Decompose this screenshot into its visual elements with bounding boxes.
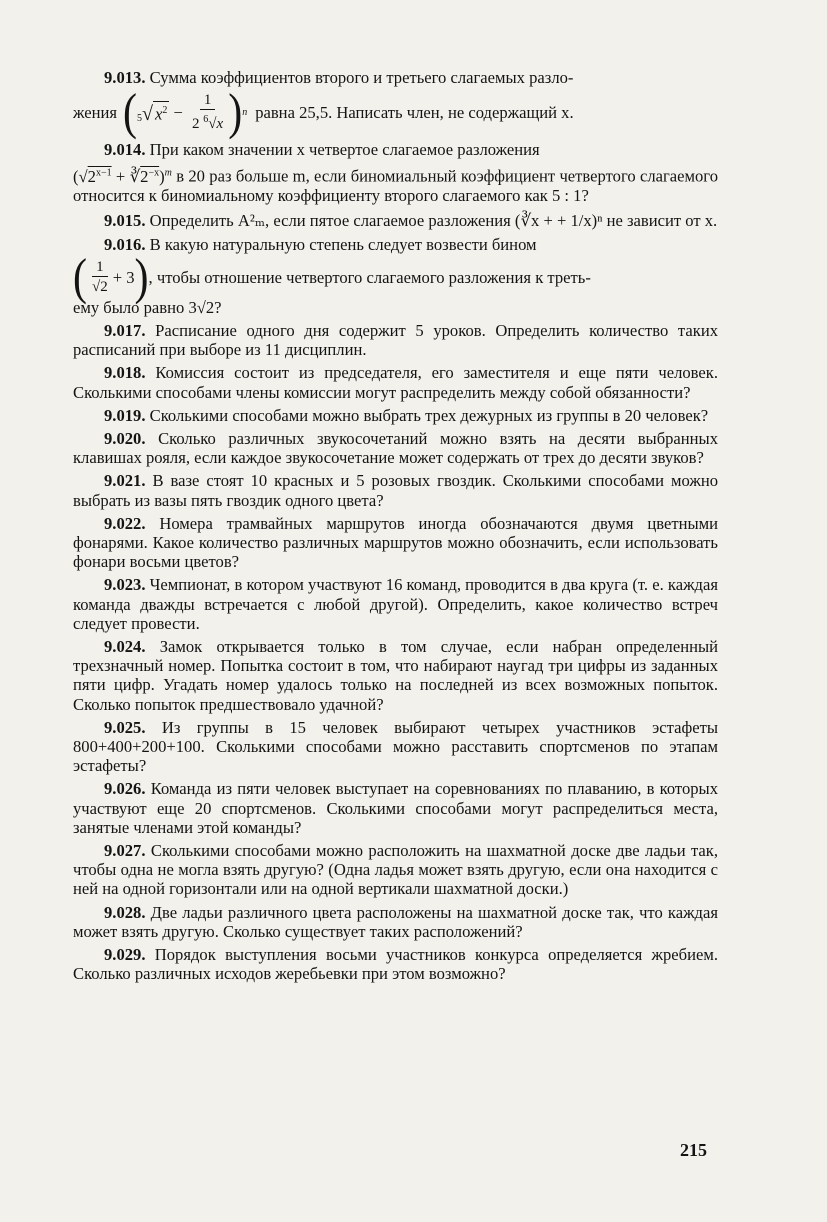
problem-number: 9.017.	[104, 320, 146, 340]
left-paren: (	[123, 85, 138, 141]
problem-9-015	[73, 211, 718, 230]
problem-text: Сколько различных звукосочетаний можно взять на десяти выбранных клавишах рояля, если каждое звукосочетание может содержать от трех до десяти звуков?	[73, 428, 719, 468]
formula-9-013: жения ( 5 √ $x^2$ − $\frac{1}{2 ^6√x}$ ) n равна 25,5. Написать член, не содержащий x.	[73, 85, 574, 141]
problem-number: 9.018.	[104, 363, 146, 383]
problem-text: Две ладьи различного цвета расположены на шахматной доске так, что каждая может взять другую. Сколько существует таких расположений?	[73, 902, 719, 941]
right-paren: )	[134, 250, 149, 306]
problem-9-021	[73, 471, 718, 509]
problem-9-025	[73, 718, 718, 776]
formula-9-016: ( $\frac{1}{√2}$ + 3 ) , чтобы отношение четвертого слагаемого разложения к треть-	[73, 250, 591, 306]
problem-number: 9.019.	[104, 405, 146, 425]
problem-number: 9.026.	[104, 779, 146, 799]
problem-text: Из группы в 15 человек выбирают четырех участников эстафеты 800+400+200+100. Сколькими способами можно расставить спортсменов по этапам эстафеты?	[73, 717, 718, 776]
problem-text: Сколькими способами можно выбрать трех дежурных из группы в 20 человек?	[149, 405, 709, 425]
root-expr: 5 √ $x^2$	[137, 102, 168, 125]
problem-text: При каком значении x четвертое слагаемое разложения	[149, 140, 540, 160]
problem-9-023	[73, 575, 718, 633]
problem-number: 9.025.	[104, 717, 146, 737]
problem-text: Чемпионат, в котором участвуют 16 команд, проводится в два круга (т. е. каждая команда дважды встречается с любой другой). Определить, какое количество встреч следует провести.	[73, 575, 718, 633]
problem-number: 9.029.	[104, 945, 146, 965]
problem-9-020	[73, 429, 718, 467]
problem-9-022	[73, 514, 718, 572]
problem-9-016-cont	[73, 298, 718, 317]
formula-9-014: ($√2^{x-1}$ + $∛2^{-x})^m$	[73, 166, 172, 186]
problem-number: 9.021.	[104, 471, 146, 491]
problem-number: 9.014.	[104, 140, 146, 160]
problem-text: Замок открывается только в том случае, если набран определенный трехзначный номер. Попытка состоит в том, что набирают наугад три цифры из заданных пяти цифр. Угадать номер удалось только на последней из всех возможных попыток. Сколько попыток предшествовало удачной?	[73, 637, 718, 714]
page-number: 215	[680, 1140, 707, 1160]
formula-label: жения	[73, 102, 118, 122]
problem-text: Сумма коэффициентов второго и третьего слагаемых разло-	[149, 68, 574, 87]
problem-text: Комиссия состоит из председателя, его заместителя и еще пяти человек. Сколькими способами члены комиссии могут распределить между собой обязанности?	[73, 363, 718, 402]
problem-number: 9.024.	[104, 637, 146, 656]
problem-9-026	[73, 779, 718, 837]
problem-9-024	[73, 637, 718, 714]
problem-number: 9.023.	[104, 575, 146, 595]
problem-text: В вазе стоят 10 красных и 5 розовых гвоздик. Сколькими способами можно выбрать из вазы пять гвоздик одного цвета?	[73, 471, 718, 510]
problem-9-028	[73, 903, 718, 941]
problem-number: 9.015.	[104, 211, 146, 231]
problem-number: 9.027.	[104, 841, 146, 861]
formula-text: равна 25,5. Написать член, не содержащий x.	[255, 102, 574, 122]
problem-text: , чтобы отношение четвертого слагаемого разложения к треть-	[148, 267, 591, 287]
problem-9-014	[73, 140, 718, 159]
problem-number: 9.013.	[104, 68, 146, 87]
problem-9-027	[73, 841, 718, 899]
problem-9-019	[73, 406, 718, 425]
problem-text: Сколькими способами можно расположить на шахматной доске две ладьи так, чтобы одна не могла взять другую? (Одна ладья может взять другую, если она находится с ней на одной горизонтали или на одной вертикали шахматной доски.)	[73, 841, 718, 899]
problem-9-029	[73, 945, 718, 983]
right-paren: )	[228, 85, 243, 141]
problem-text: Порядок выступления восьми участников конкурса определяется жребием. Сколько различных исходов жеребьевки при этом возможно?	[73, 945, 718, 984]
problem-number: 9.028.	[104, 902, 146, 922]
problem-text: ему было равно 3√2?	[73, 297, 222, 317]
fraction: $\frac{1}{2 ^6√x}$	[192, 92, 224, 133]
problem-9-018	[73, 363, 718, 401]
page-body	[73, 68, 718, 987]
problem-9-016	[73, 235, 718, 254]
problem-number: 9.022.	[104, 513, 146, 533]
problem-text: Команда из пяти человек выступает на соревнованиях по плаванию, в которых участвуют еще 20 спортсменов. Сколькими способами могут распределиться места, занятые членами этой команды?	[73, 779, 718, 837]
problem-9-013	[73, 68, 718, 87]
problem-text: Номера трамвайных маршрутов иногда обозначаются двумя цветными фонарями. Какое количество различных маршрутов можно обозначить, если использовать фонари восьми цветов?	[73, 513, 718, 572]
problem-text: Определить A²ₘ, если пятое слагаемое разложения (∛x + + 1/x)ⁿ не зависит от x.	[149, 211, 718, 231]
left-paren: (	[73, 250, 87, 306]
problem-9-017	[73, 321, 718, 359]
problem-text: Расписание одного дня содержит 5 уроков. Определить количество таких расписаний при выборе из 11 дисциплин.	[73, 320, 718, 360]
problem-9-014-cont	[73, 163, 718, 205]
problem-number: 9.016.	[104, 234, 146, 254]
problem-text: в 20 раз больше m, если биномиальный коэффициент четвертого слагаемого относится к биномиальному коэффициенту второго слагаемого как 5 : 1?	[73, 166, 718, 206]
problem-text: В какую натуральную степень следует возвести бином	[149, 234, 537, 254]
problem-number: 9.020.	[104, 428, 146, 448]
fraction: $\frac{1}{√2}$	[92, 259, 108, 296]
